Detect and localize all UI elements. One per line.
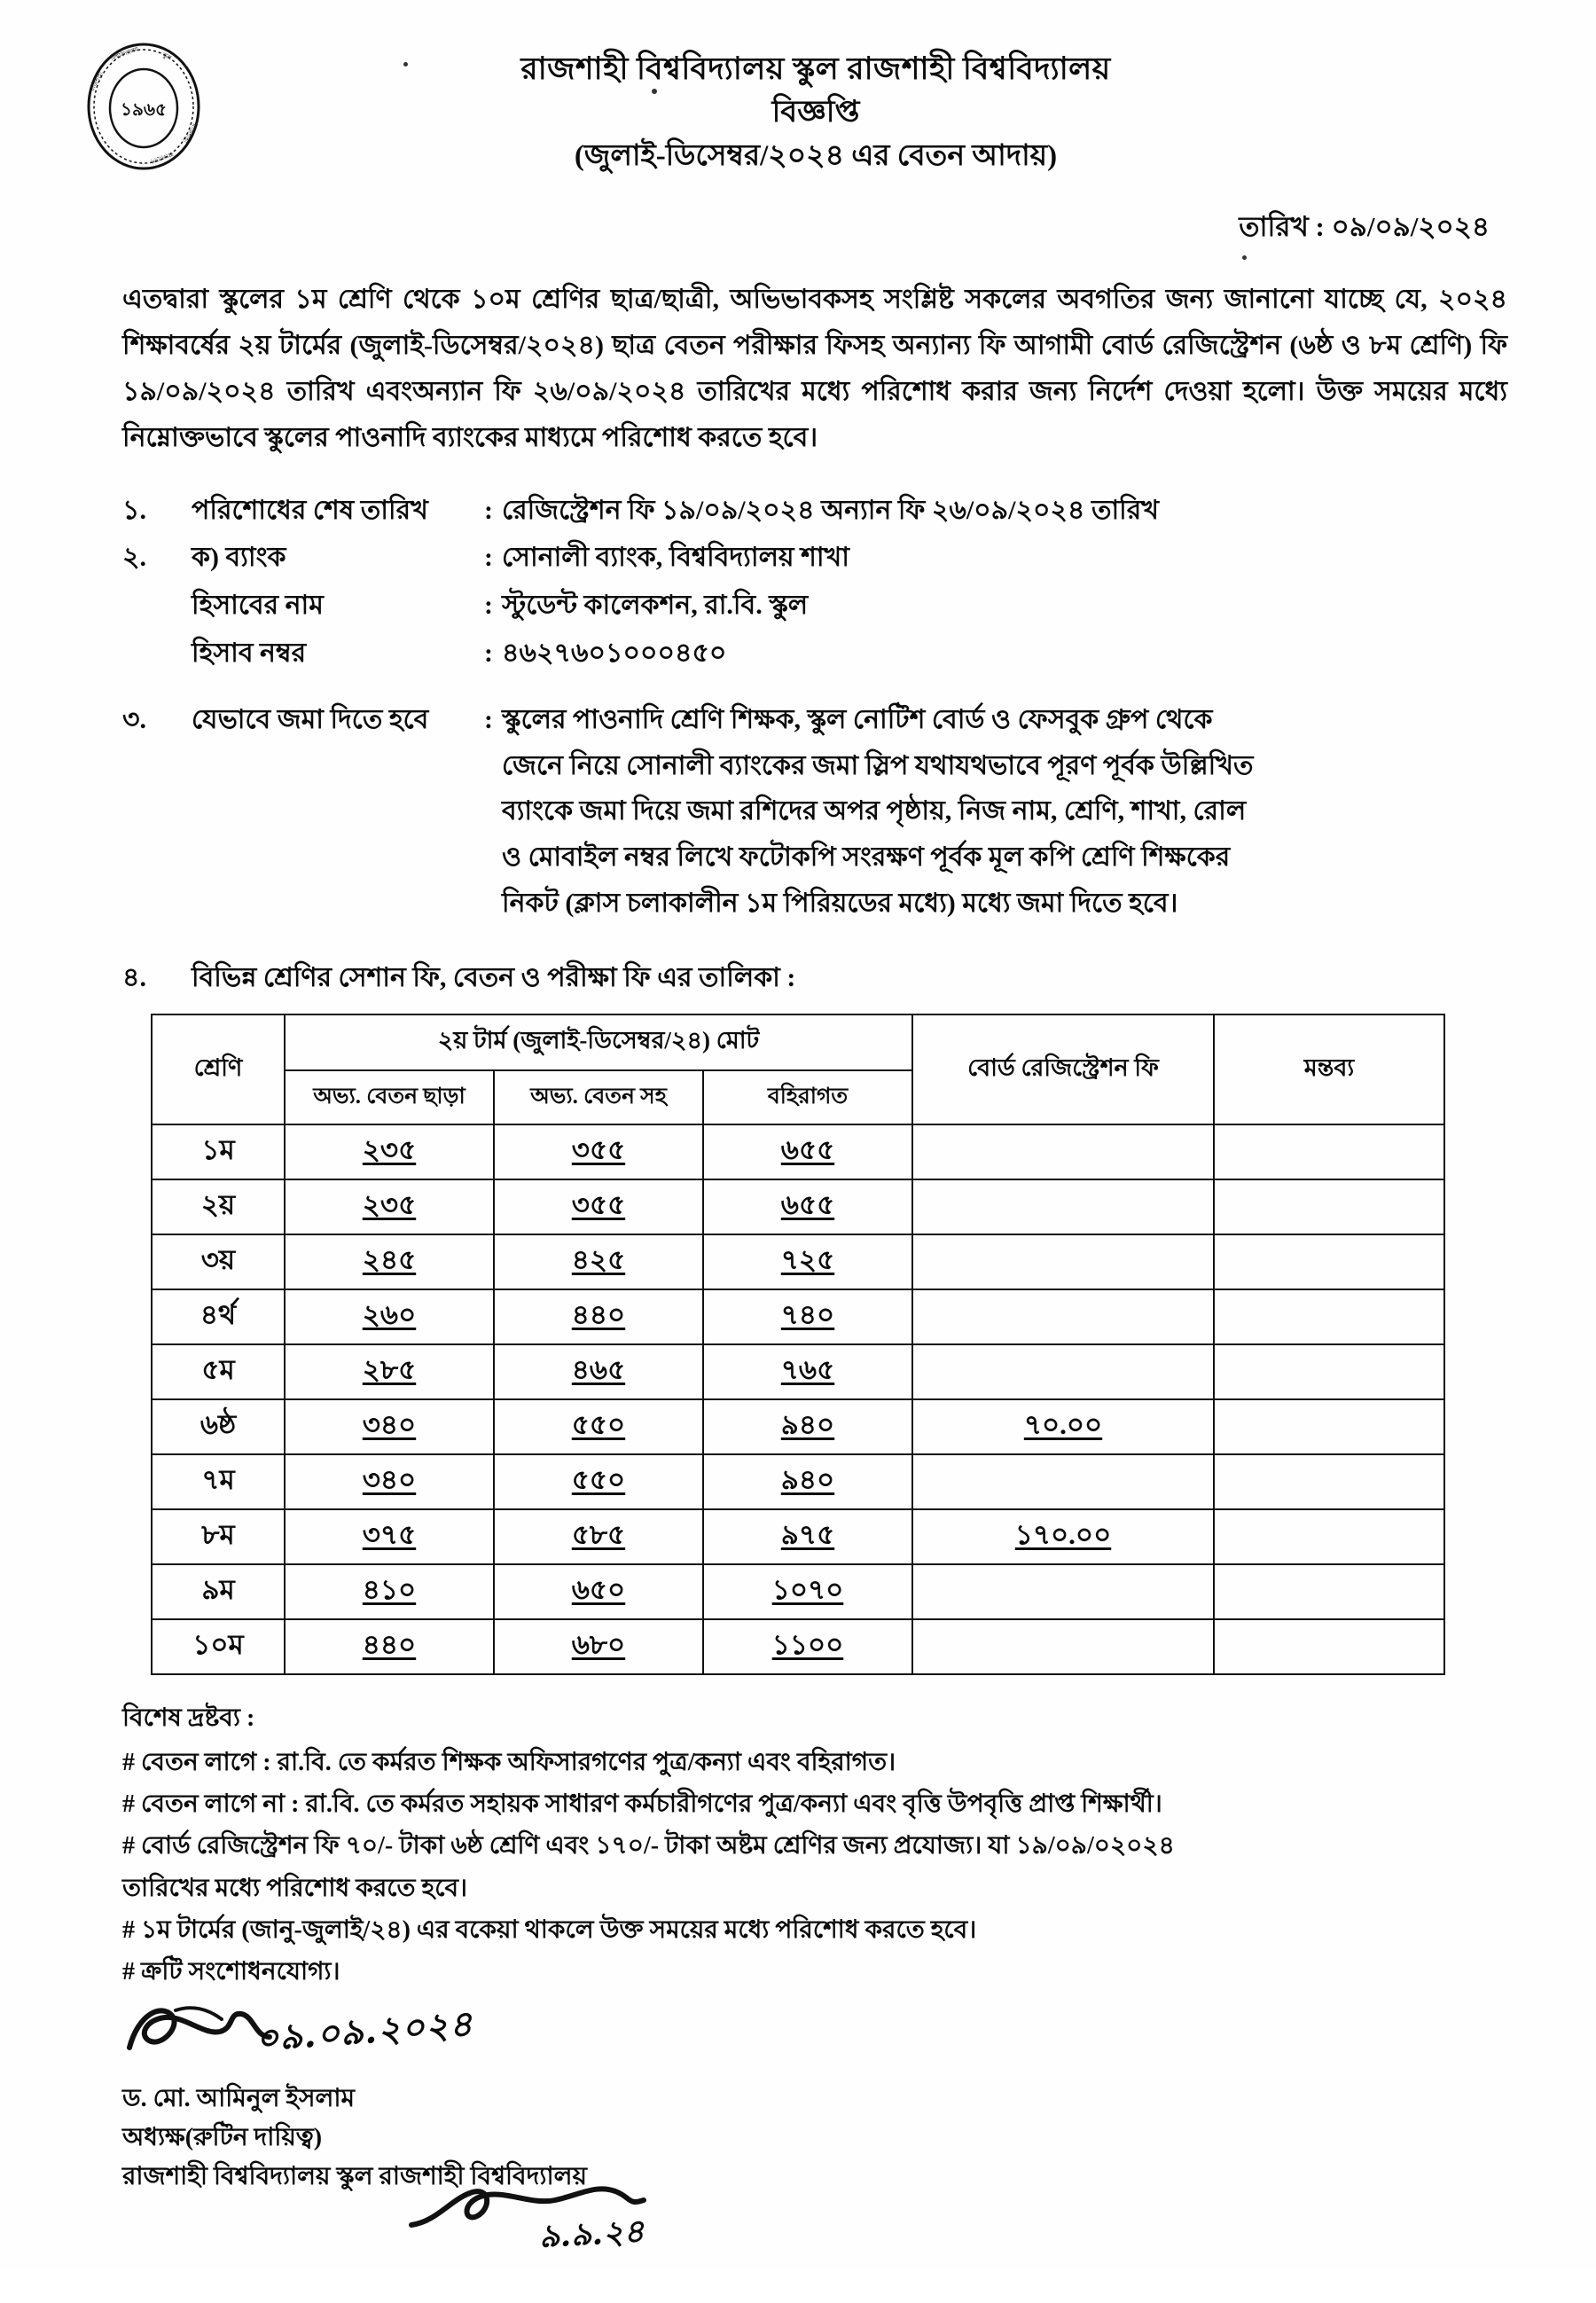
- col-header-class: শ্রেণি: [152, 1014, 285, 1124]
- item-value-line: নিকট (ক্লাস চলাকালীন ১ম পিরিয়ডের মধ্যে) মধ্যে জমা দিতে হবে।: [502, 888, 1178, 918]
- cell-board-fee: [912, 1179, 1214, 1234]
- cell-remark: [1214, 1289, 1444, 1344]
- issue-date: তারিখ : ০৯/০৯/২০২৪: [1239, 211, 1490, 243]
- col-header-outsider: বহিরাগত: [703, 1070, 912, 1124]
- col-header-remark: মন্তব্য: [1214, 1014, 1444, 1124]
- col-header-without-tuition: অভ্য. বেতন ছাড়া: [285, 1070, 494, 1124]
- cell-outsider: ৬৫৫: [703, 1124, 912, 1179]
- item-value-line: ব্যাংকে জমা দিয়ে জমা রশিদের অপর পৃষ্ঠায়, নিজ নাম, শ্রেণি, শাখা, রোল: [502, 796, 1247, 826]
- section-heading-text: বিভিন্ন শ্রেণির সেশান ফি, বেতন ও পরীক্ষা ফি এর তালিকা :: [192, 963, 796, 993]
- fee-table-body: [152, 1124, 1444, 1674]
- table-row: [152, 1509, 1444, 1564]
- cell-board-fee: [912, 1619, 1214, 1674]
- item-label: ক) ব্যাংক: [192, 543, 286, 573]
- cell-board-fee: [912, 1124, 1214, 1179]
- cell-with: ৫৫০: [494, 1399, 703, 1454]
- cell-with: ৪২৫: [494, 1234, 703, 1289]
- scan-speck: [403, 62, 408, 67]
- cell-with: ৩৫৫: [494, 1179, 703, 1234]
- cell-remark: [1214, 1509, 1444, 1564]
- cell-remark: [1214, 1124, 1444, 1179]
- item-colon: :: [484, 495, 493, 525]
- cell-without: ২৪৫: [285, 1234, 494, 1289]
- university-seal-icon: [78, 41, 209, 172]
- table-row: [152, 1234, 1444, 1289]
- table-row: [152, 1179, 1444, 1234]
- cell-without: ৩৪০: [285, 1454, 494, 1509]
- cell-class: ১ম: [152, 1124, 285, 1179]
- signatory-name: ড. মো. আমিনুল ইসলাম: [122, 2084, 356, 2112]
- section-number: ৪.: [122, 963, 146, 993]
- cell-remark: [1214, 1399, 1444, 1454]
- cell-with: ৬৮০: [494, 1619, 703, 1674]
- cell-remark: [1214, 1179, 1444, 1234]
- cell-without: ২৮৫: [285, 1344, 494, 1399]
- page-title: রাজশাহী বিশ্ববিদ্যালয় স্কুল রাজশাহী বিশ্ববিদ্যালয়: [520, 51, 1111, 86]
- col-header-group: ২য় টার্ম (জুলাই-ডিসেম্বর/২৪) মোট: [285, 1014, 912, 1070]
- notes-title: বিশেষ দ্রষ্টব্য :: [122, 1704, 255, 1733]
- table-row: [152, 1399, 1444, 1454]
- cell-without: ২৬০: [285, 1289, 494, 1344]
- cell-board-fee: ৭০.০০: [912, 1399, 1214, 1454]
- item-colon: :: [484, 591, 493, 621]
- cell-class: ৬ষ্ঠ: [152, 1399, 285, 1454]
- table-row: [152, 1564, 1444, 1619]
- cell-with: ৪৪০: [494, 1289, 703, 1344]
- cell-outsider: ১১০০: [703, 1619, 912, 1674]
- intro-paragraph: এতদ্বারা স্কুলের ১ম শ্রেণি থেকে ১০ম শ্রেণির ছাত্র/ছাত্রী, অভিভাবকসহ সংশ্লিষ্ট সকলের অবগতির জন্য জানানো যাচ্ছে যে, ২০২৪ শিক্ষাবর্ষের ২য় টার্মের (জুলাই-ডিসেম্বর/২০২৪) ছাত্র বেতন পরীক্ষার ফিসহ অন্যান্য ফি আগামী বোর্ড রেজিস্ট্রেশন (৬ষ্ঠ ও ৮ম শ্রেণি) ফি ১৯/০৯/২০২৪ তারিখ এবংঅন্যান ফি ২৬/০৯/২০২৪ তারিখের মধ্যে পরিশোধ করার জন্য নির্দেশ দেওয়া হলো। উক্ত সময়ের মধ্যে নিম্নোক্তভাবে স্কুলের পাওনাদি ব্যাংকের মাধ্যমে পরিশোধ করতে হবে।: [122, 285, 1507, 452]
- cell-remark: [1214, 1234, 1444, 1289]
- list-item: [122, 631, 1507, 677]
- table-row: [152, 1289, 1444, 1344]
- list-item: [122, 488, 1507, 534]
- cell-without: ২৩৫: [285, 1179, 494, 1234]
- cell-outsider: ৬৫৫: [703, 1179, 912, 1234]
- signature-block: [122, 2002, 1596, 2303]
- cell-without: ৩৭৫: [285, 1509, 494, 1564]
- col-header-board-fee: বোর্ড রেজিস্ট্রেশন ফি: [912, 1014, 1214, 1124]
- table-row: [152, 1619, 1444, 1674]
- countersignature-area: [388, 2197, 1596, 2303]
- page-subject-line: (জুলাই-ডিসেম্বর/২০২৪ এর বেতন আদায়): [574, 140, 1058, 173]
- note-line: # বেতন লাগে না : রা.বি. তে কর্মরত সহায়ক সাধারণ কর্মচারীগণের পুত্র/কন্যা এবং বৃত্তি উপবৃত্তি প্রাপ্ত শিক্ষার্থী।: [122, 1790, 1162, 1818]
- cell-outsider: ১০৭০: [703, 1564, 912, 1619]
- note-line: # বোর্ড রেজিস্ট্রেশন ফি ৭০/- টাকা ৬ষ্ঠ শ্রেণি এবং ১৭০/- টাকা অষ্টম শ্রেণির জন্য প্রযোজ্য। যা ১৯/০৯/০২০২৪: [122, 1832, 1175, 1860]
- table-row: [152, 1124, 1444, 1179]
- item-number: ৩.: [122, 705, 147, 735]
- countersignature-date: ৯.৯.২৪: [537, 2213, 645, 2256]
- cell-outsider: ৭২৫: [703, 1234, 912, 1289]
- note-line-continuation: তারিখের মধ্যে পরিশোধ করতে হবে।: [122, 1874, 468, 1902]
- cell-outsider: ৭৪০: [703, 1289, 912, 1344]
- item-value: স্টুডেন্ট কালেকশন, রা.বি. স্কুল: [502, 591, 809, 621]
- signatory-designation: অধ্যক্ষ(রুটিন দায়িত্ব): [122, 2123, 323, 2151]
- cell-class: ২য়: [152, 1179, 285, 1234]
- item-colon: :: [484, 638, 493, 668]
- cell-board-fee: [912, 1289, 1214, 1344]
- list-item: [122, 583, 1507, 629]
- svg-text:বাংলাদেশ: বাংলাদেশ: [149, 149, 175, 165]
- svg-text:১৯৬৫: ১৯৬৫: [121, 100, 167, 120]
- cell-with: ৫৮৫: [494, 1509, 703, 1564]
- cell-with: ৪৬৫: [494, 1344, 703, 1399]
- item-number: ২.: [122, 543, 147, 573]
- list-item: [122, 697, 1507, 926]
- cell-without: ৩৪০: [285, 1399, 494, 1454]
- fee-table: [151, 1014, 1445, 1675]
- item-label: যেভাবে জমা দিতে হবে: [192, 705, 429, 735]
- note-line: # ক্রটি সংশোধনযোগ্য।: [122, 1958, 340, 1986]
- note-line: # ১ম টার্মের (জানু-জুলাই/২৪) এর বকেয়া থাকলে উক্ত সময়ের মধ্যে পরিশোধ করতে হবে।: [122, 1916, 977, 1945]
- cell-with: ৬৫০: [494, 1564, 703, 1619]
- item-label: পরিশোধের শেষ তারিখ: [192, 495, 428, 525]
- list-item: [122, 535, 1507, 581]
- scan-speck: [652, 89, 657, 94]
- special-notes: [122, 1698, 1507, 1993]
- scan-speck: [1242, 255, 1247, 260]
- item-value: ৪৬২৭৬০১০০০৪৫০: [502, 638, 727, 668]
- table-row: [152, 1344, 1444, 1399]
- cell-board-fee: ১৭০.০০: [912, 1509, 1214, 1564]
- cell-outsider: ৯৪০: [703, 1399, 912, 1454]
- signature-date: ০৯.০৯.২০২৪: [254, 2002, 475, 2060]
- item-value-line: ও মোবাইল নম্বর লিখে ফটোকপি সংরক্ষণ পূর্বক মূল কপি শ্রেণি শিক্ষকের: [502, 842, 1231, 873]
- cell-outsider: ৭৬৫: [703, 1344, 912, 1399]
- item-label: হিসাব নম্বর: [192, 638, 307, 668]
- table-header-row: [152, 1014, 1444, 1070]
- cell-remark: [1214, 1619, 1444, 1674]
- item-value: রেজিস্ট্রেশন ফি ১৯/০৯/২০২৪ অন্যান ফি ২৬/০৯/২০২৪ তারিখ: [502, 495, 1159, 525]
- item-colon: :: [484, 705, 493, 735]
- cell-class: ৭ম: [152, 1454, 285, 1509]
- svg-text:রাজশাহী: রাজশাহী: [88, 70, 106, 93]
- svg-text:বিশ্ববিদ্যালয়: বিশ্ববিদ্যালয়: [109, 45, 140, 63]
- signatory-institution: রাজশাহী বিশ্ববিদ্যালয় স্কুল রাজশাহী বিশ্ববিদ্যালয়: [122, 2163, 587, 2191]
- cell-remark: [1214, 1454, 1444, 1509]
- item-value: সোনালী ব্যাংক, বিশ্ববিদ্যালয় শাখা: [502, 543, 849, 573]
- cell-class: ৯ম: [152, 1564, 285, 1619]
- cell-board-fee: [912, 1454, 1214, 1509]
- fee-table-heading: [0, 956, 1596, 1001]
- item-value-line: স্কুলের পাওনাদি শ্রেণি শিক্ষক, স্কুল নোটিশ বোর্ড ও ফেসবুক গ্রুপ থেকে: [502, 705, 1213, 735]
- cell-class: ১০ম: [152, 1619, 285, 1674]
- cell-class: ৫ম: [152, 1344, 285, 1399]
- cell-outsider: ৯৭৫: [703, 1509, 912, 1564]
- cell-board-fee: [912, 1344, 1214, 1399]
- item-label: হিসাবের নাম: [192, 591, 324, 621]
- cell-remark: [1214, 1564, 1444, 1619]
- cell-class: ৮ম: [152, 1509, 285, 1564]
- col-header-with-tuition: অভ্য. বেতন সহ: [494, 1070, 703, 1124]
- cell-outsider: ৯৪০: [703, 1454, 912, 1509]
- document-header: [0, 0, 1596, 252]
- note-line: # বেতন লাগে : রা.বি. তে কর্মরত শিক্ষক অফিসারগণের পুত্র/কন্যা এবং বহিরাগত।: [122, 1748, 896, 1776]
- page-subtitle: বিজ্ঞপ্তি: [771, 96, 860, 129]
- cell-board-fee: [912, 1564, 1214, 1619]
- cell-class: ৩য়: [152, 1234, 285, 1289]
- svg-text:স্কুল: স্কুল: [160, 51, 173, 62]
- cell-without: ৪১০: [285, 1564, 494, 1619]
- cell-board-fee: [912, 1234, 1214, 1289]
- svg-text:রাজশাহী: রাজশাহী: [181, 121, 199, 145]
- cell-class: ৪র্থ: [152, 1289, 285, 1344]
- item-value: [502, 697, 1507, 926]
- cell-with: ৫৫০: [494, 1454, 703, 1509]
- cell-without: ৪৪০: [285, 1619, 494, 1674]
- table-row: [152, 1454, 1444, 1509]
- cell-with: ৩৫৫: [494, 1124, 703, 1179]
- fee-table-head: [152, 1014, 1444, 1124]
- instruction-list: [0, 488, 1596, 926]
- item-colon: :: [484, 543, 493, 573]
- item-number: ১.: [122, 495, 146, 525]
- cell-remark: [1214, 1344, 1444, 1399]
- cell-without: ২৩৫: [285, 1124, 494, 1179]
- item-value-line: জেনে নিয়ে সোনালী ব্যাংকের জমা স্লিপ যথাযথভাবে পূরণ পূর্বক উল্লিখিত: [502, 750, 1254, 780]
